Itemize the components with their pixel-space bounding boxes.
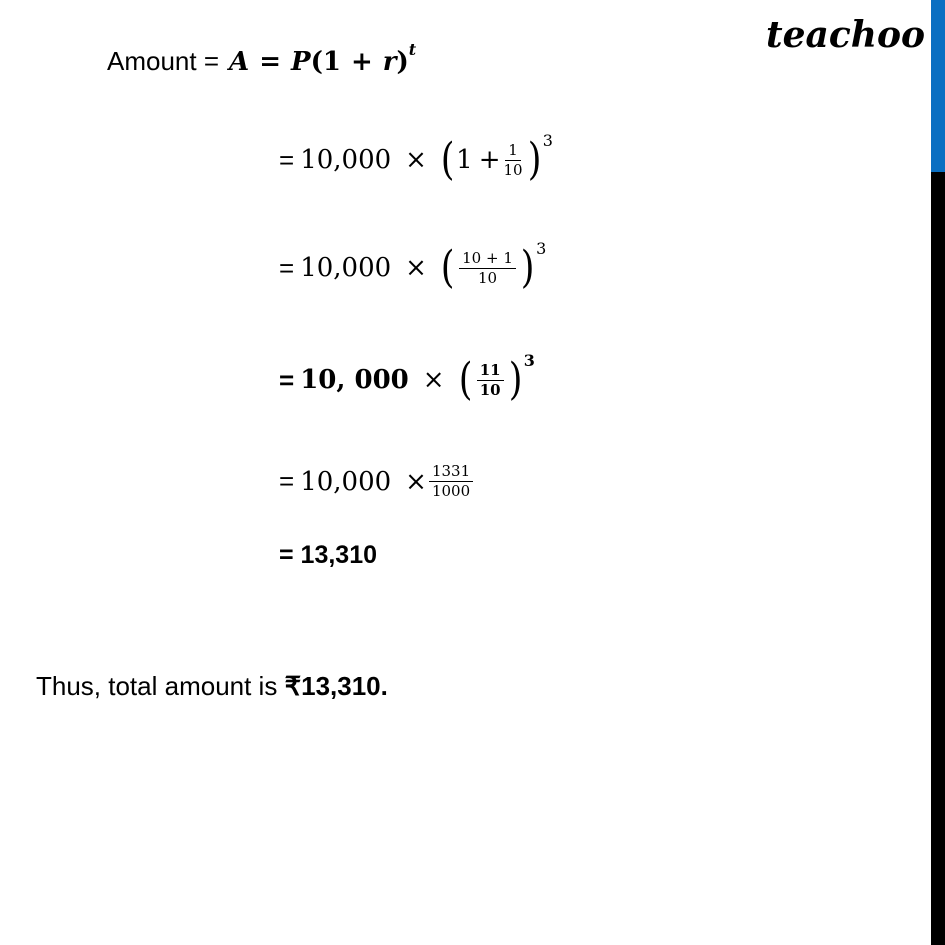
close-paren: ) <box>396 46 409 77</box>
numerator: 1331 <box>429 462 473 482</box>
equals: = <box>279 252 295 283</box>
fraction <box>503 141 522 180</box>
denominator: 1000 <box>431 482 471 500</box>
times: × <box>405 466 427 497</box>
principal-value: 10,000 <box>300 253 392 283</box>
exponent: 3 <box>536 238 547 258</box>
exponent: 3 <box>542 130 553 150</box>
var-r: r <box>382 46 397 77</box>
close-paren: ) <box>520 242 535 293</box>
step-3 <box>279 350 535 405</box>
slide-accent-bar <box>931 0 945 172</box>
slide-side-bar <box>931 172 945 945</box>
exponent-t: t <box>408 40 417 59</box>
fraction <box>477 361 504 400</box>
total-amount: ₹13,310. <box>284 671 388 701</box>
close-paren: ) <box>508 354 523 405</box>
step-4 <box>279 462 476 501</box>
open-paren: ( <box>458 354 473 405</box>
denominator: 10 <box>503 160 523 179</box>
step-1 <box>279 130 553 185</box>
numerator: 10 + 1 <box>459 249 516 269</box>
open-paren: ( <box>440 242 455 293</box>
step-2 <box>279 238 547 293</box>
equals: = <box>259 46 281 77</box>
teachoo-logo: teachoo <box>766 14 925 56</box>
equals: = <box>279 466 295 496</box>
plus: + <box>478 145 501 175</box>
denominator: 10 <box>477 268 498 287</box>
var-p: P <box>291 46 311 77</box>
open-paren: ( <box>440 134 455 185</box>
numerator: 1 <box>505 141 521 161</box>
close-paren: ) <box>527 134 542 185</box>
formula-line <box>107 40 417 77</box>
times: × <box>422 365 445 395</box>
one: 1 <box>456 145 473 175</box>
exponent: 3 <box>523 350 535 370</box>
equals: = <box>279 364 295 395</box>
one: 1 <box>322 46 341 77</box>
fraction <box>459 249 516 288</box>
numerator: 11 <box>477 361 504 381</box>
step-5-result: = 13,310 <box>279 541 378 569</box>
conclusion-text: Thus, total amount is <box>36 671 285 701</box>
equals: = <box>279 144 295 175</box>
open-paren: ( <box>310 46 323 77</box>
plus: + <box>350 46 373 77</box>
formula-label: Amount = <box>107 46 220 76</box>
fraction <box>429 462 473 501</box>
principal-value: 10,000 <box>300 145 392 175</box>
times: × <box>405 253 427 283</box>
times: × <box>405 145 427 175</box>
var-a: A <box>229 46 250 77</box>
conclusion <box>36 671 388 702</box>
denominator: 10 <box>479 380 501 399</box>
principal-value: 10, 000 <box>300 365 409 395</box>
principal-value: 10,000 <box>300 466 392 497</box>
